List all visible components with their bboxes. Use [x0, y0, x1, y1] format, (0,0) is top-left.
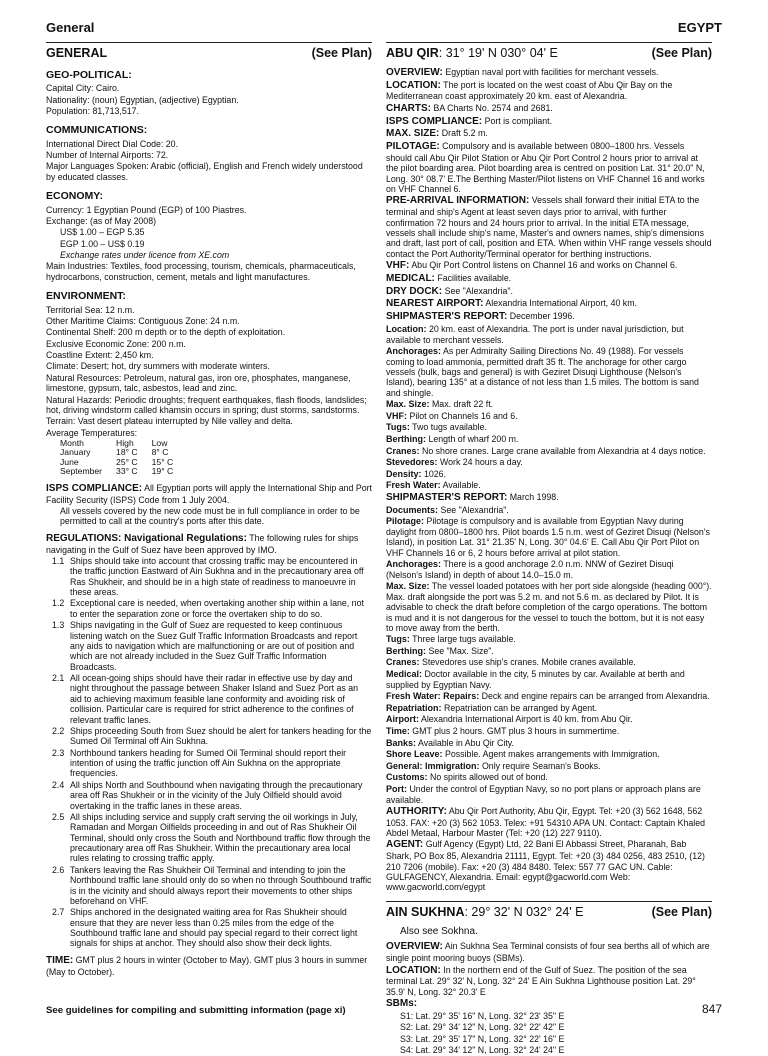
rule-number: 2.1: [52, 673, 65, 684]
entry-text: Alexandria International Airport, 40 km.: [485, 298, 637, 309]
entry-label: Anchorages:: [386, 346, 442, 357]
entry-label: Fresh Water: Repairs:: [386, 691, 480, 702]
general-see-plan[interactable]: (See Plan): [311, 46, 372, 60]
entry-label: PILOTAGE:: [386, 141, 440, 153]
entry-label: Tugs:: [386, 634, 410, 645]
left-env_lines-line: Territorial Sea: 12 n.m.: [46, 304, 135, 315]
entry-label: Documents:: [386, 504, 439, 515]
entry-label: OVERVIEW:: [386, 941, 443, 953]
entry-label: Location:: [386, 324, 427, 335]
entry: [386, 141, 712, 194]
entry-label: Max. Size:: [386, 399, 430, 410]
rule-number: 2.6: [52, 864, 65, 875]
isps-para: [46, 483, 372, 505]
entry-text: Max. draft 22 ft.: [431, 399, 494, 410]
entry-text: No spirits allowed out of bond.: [429, 772, 548, 783]
entry-label: OVERVIEW:: [386, 66, 443, 78]
entry-label: Shore Leave:: [386, 749, 443, 760]
left-env_lines-line: Natural Hazards: Periodic droughts; frequent earthquakes, flash floods, landslides; hot, driving windstorm called khamsin occurs in spring; dust storms, sandstorms.: [46, 394, 367, 415]
temperature-cell: 25° C: [116, 456, 138, 467]
entry-text: As per Admiralty Sailing Directions No. 49 (1988). For vessels coming to load ammonia, permitted draft 35 ft. The anchorage for other cargo vessels (bulk, bags and general) is with Geziret Disuqi Lighthouse (Nelson's Island), bearing 135° at a distance of not less than 1.5 miles. The bottom is sand and shingle.: [386, 346, 699, 398]
sukhna-heading: [386, 905, 584, 920]
env-heading: ENVIRONMENT:: [46, 290, 126, 303]
rule-text: Ships anchored in the designated waiting area for Ras Shukheir should ensure that they are never less than 0.25 miles from the edge of the Southbound traffic lane and should pay special regard to their correct light signals for ships at anchor. They should also show their deck lights.: [70, 907, 358, 949]
entry-label: LOCATION:: [386, 79, 441, 91]
entry: [386, 784, 712, 805]
entry: [386, 260, 712, 272]
abuqir-coords: : 31° 19' N 030° 04' E: [438, 46, 558, 60]
entry: [386, 839, 712, 892]
left-column: [46, 42, 372, 978]
temperature-cell: January: [60, 447, 91, 458]
entry: [386, 311, 712, 323]
entry-label: VHF:: [386, 260, 410, 272]
entry-label: CHARTS:: [386, 102, 431, 114]
rule-number: 2.7: [52, 907, 65, 918]
left-econ_lines-line: Exchange: (as of May 2008): [46, 215, 157, 226]
entry-label: AGENT:: [386, 839, 424, 851]
rule-number: 1.2: [52, 598, 65, 609]
entry-text: 1026.: [423, 468, 446, 479]
left-econ_lines-line: US$ 1.00 – EGP 5.35: [60, 227, 145, 238]
entry: [386, 422, 712, 433]
entry: [386, 457, 712, 468]
left-env_lines-line: Continental Shelf: 200 m depth or to the depth of exploitation.: [46, 327, 286, 338]
entry-label: Cranes:: [386, 657, 420, 668]
comm-list: [46, 139, 372, 183]
entry-label: Pilotage:: [386, 516, 425, 527]
entry-text: Only require Seaman's Books.: [481, 760, 601, 771]
entry-text: Stevedores use ship's cranes. Mobile cranes available.: [421, 657, 636, 668]
entry-text: See "Max. Size".: [428, 645, 494, 656]
entry: [386, 703, 712, 714]
rule-text: Northbound tankers heading for Sumed Oil Terminal should report their intention of using the traffic junction off Ain Sukhna on the appropriate frequencies.: [70, 747, 347, 779]
entry: [386, 298, 712, 310]
entry-label: Stevedores:: [386, 457, 438, 468]
entry: [386, 434, 712, 445]
temperature-row: [60, 467, 187, 476]
rule-item: [46, 907, 372, 949]
left-econ_lines-line: Main Industries: Textiles, food processing, tourism, chemicals, pharmaceuticals, hydrocarbons, construction, cement, metals and light manufactures.: [46, 261, 356, 282]
rule-text: Ships navigating in the Gulf of Suez are requested to keep continuous listening watch on the Suez Gulf Traffic Information Broadcasts and report any aids to navigation which are malfunctioning or are out of position and which are not already included in the Suez Gulf Traffic Information Broadcasts.: [70, 620, 358, 672]
entry-text: 20 km. east of Alexandria. The port is under naval jurisdiction, but available to merchant vessels.: [386, 324, 684, 345]
header-country: EGYPT: [677, 20, 722, 35]
entry: [386, 116, 712, 128]
geo-heading: GEO-POLITICAL:: [46, 68, 132, 81]
left-env_lines-line: Terrain: Vast desert plateau interrupted by Nile valley and delta.: [46, 416, 293, 427]
regulations-text: The following rules for ships navigating in the Gulf of Suez have been approved by IMO.: [46, 532, 359, 555]
rule-text: Exceptional care is needed, when overtaking another ship within a lane, not to enter the separation zone or force the overtaken ship to do so.: [70, 598, 364, 619]
abuqir-heading: [386, 46, 558, 61]
rule-item: [46, 780, 372, 811]
entry: [386, 691, 712, 702]
rule-item: [46, 598, 372, 619]
sukhna-coords: : 29° 32' N 032° 24' E: [464, 904, 584, 919]
rule-text: All ships North and Southbound when navigating through the precautionary area off Ras Shukheir or in the vicinity of the July Oilfield should avoid overtaking in the traffic lanes in these areas.: [70, 779, 363, 811]
entry: [386, 738, 712, 749]
entry-label: Airport:: [386, 714, 419, 725]
left-econ_lines-line: Currency: 1 Egyptian Pound (EGP) of 100 Piastres.: [46, 204, 247, 215]
entry-text: The port is located on the west coast of Abu Qir Bay on the Mediterranean coast approximately 20 km. east of Alexandria.: [386, 79, 673, 102]
entry-label: Medical:: [386, 669, 423, 680]
entry: [386, 657, 712, 668]
entry-text: Pilot on Channels 16 and 6.: [409, 410, 518, 421]
entry: [386, 286, 712, 298]
econ-heading: ECONOMY:: [46, 190, 103, 203]
entry-label: LOCATION:: [386, 964, 441, 976]
entry-text: Possible. Agent makes arrangements with Immigration.: [444, 749, 660, 760]
sukhna-see-plan[interactable]: (See Plan): [651, 904, 712, 919]
entry: [386, 324, 712, 345]
env-list: [46, 305, 372, 439]
entry-label: Customs:: [386, 772, 428, 783]
abuqir-title-bar: [386, 42, 712, 61]
running-header: [46, 20, 722, 36]
header-section: General: [46, 20, 95, 35]
rule-item: [46, 812, 372, 864]
left-comm_lines-line: Number of Internal Airports: 72.: [46, 150, 169, 160]
rules-list: [46, 556, 372, 949]
entry-label: MEDICAL:: [386, 272, 435, 284]
entry-label: VHF:: [386, 410, 407, 421]
entry-text: Doctor available in the city, 5 minutes by car. Available at berth and supplied by Egyptian Navy.: [386, 669, 685, 690]
left-geo_lines-line: Population: 81,713,517.: [46, 105, 139, 116]
rule-text: Ships proceeding South from Suez should be alert for tankers heading for the Sumed Oil Terminal off Ain Sukhna.: [70, 725, 372, 747]
entry: [386, 714, 712, 725]
rule-number: 2.4: [52, 779, 65, 790]
abuqir-title: ABU QIR: [386, 46, 439, 60]
sukhna-entries: [386, 941, 712, 1010]
entry-text: Compulsory and is available between 0800–1800 hrs. Vessels should call Abu Qir Pilot Station or Abu Qir Port Control 2 hours prior to arrival at the pilot boarding area. Pilot boarding area is centred on position Lat. 31° 20.0" N, Long. 30° 08.7' E.The Berthing Master/Pilot listens on VHF Channel 16 and works on VHF Channel 6.: [386, 141, 705, 195]
entry: [386, 726, 712, 737]
entry-text: BA Charts No. 2574 and 2681.: [433, 102, 553, 113]
entry: [386, 273, 712, 285]
entry: [386, 965, 712, 998]
entry-label: Max. Size:: [386, 581, 430, 592]
left-env_lines-line: Climate: Desert; hot, dry summers with moderate winters.: [46, 361, 270, 372]
entry-label: Density:: [386, 468, 422, 479]
temperature-cell: 8° C: [151, 447, 169, 458]
entry-text: Abu Qir Port Control listens on Channel 16 and works on Channel 6.: [411, 260, 678, 271]
entry-text: Under the control of Egyptian Navy, so no port plans or approach plans are available.: [386, 783, 701, 805]
left-geo_lines-line: Capital City: Cairo.: [46, 83, 120, 94]
entry: [386, 581, 712, 633]
entry: [386, 505, 712, 516]
temperature-cell: 19° C: [151, 466, 174, 477]
entry-text: Facilities available.: [437, 272, 512, 283]
entry-text: Ain Sukhna Sea Terminal consists of four sea berths all of which are single point mooring buoys (SBMs).: [386, 941, 710, 964]
time-para: [46, 955, 372, 977]
left-comm_lines-line: International Direct Dial Code: 20.: [46, 138, 179, 149]
entry-label: Berthing:: [386, 645, 426, 656]
entry: [386, 634, 712, 645]
entry-label: Time:: [386, 725, 410, 736]
sbm-item: S3: Lat. 29° 35' 17" N, Long. 32° 22' 16" E: [400, 1033, 565, 1044]
temperature-table: [60, 439, 187, 477]
entry: [386, 399, 712, 410]
sbm-item: S2: Lat. 29° 34' 12" N, Long. 32° 22' 42" E: [400, 1022, 565, 1033]
entry: [386, 103, 712, 115]
econ-list: [46, 205, 372, 283]
left-econ_lines-line: EGP 1.00 – US$ 0.19: [60, 238, 145, 249]
left-env_lines-line: Other Maritime Claims: Contiguous Zone: 24 n.m.: [46, 315, 240, 326]
entry-text: The vessel loaded potatoes with her port side alongside (heading 000°). Max. draft alongside the port was 5.2 m. and not 5.6 m. as declared by Pilot. It is advisable to check the draft before completion of the cargo operations. The bottom is mud and it is not dangerous for the vessel to touch the bottom, but it is not easy to move away from the berth.: [386, 581, 712, 633]
left-env_lines-line: Exclusive Economic Zone: 200 n.m.: [46, 338, 186, 349]
entry: [386, 67, 712, 79]
entry-text: December 1996.: [509, 311, 575, 322]
entry: [386, 492, 712, 504]
left-comm_lines-line: Major Languages Spoken: Arabic (official), English and French widely understood by educated classes.: [46, 161, 363, 182]
entry-text: Length of wharf 200 m.: [428, 433, 519, 444]
entry: [386, 646, 712, 657]
entry-text: Pilotage is compulsory and is available from Egyptian Navy during daylight from 0800–1800 hrs. Pilot boards 1.5 n.m. west of Geziret Disuqi (Nelson's Island), in position Lat. 31° 21.35' N, Long. 30° 04.6' E. Call Abu Qir Port Pilot on VHF Channels 16 or 6, 2 hours before arrival at pilot station.: [386, 516, 710, 558]
sukhna-title: AIN SUKHNA: [386, 904, 465, 919]
entry: [386, 469, 712, 480]
entry-text: Egyptian naval port with facilities for merchant vessels.: [445, 66, 659, 77]
entry-label: PRE-ARRIVAL INFORMATION:: [386, 195, 530, 207]
temperature-cell: 33° C: [116, 466, 138, 477]
entry-text: Abu Qir Port Authority, Abu Qir, Egypt. Tel: +20 (3) 562 1648, 562 1053. FAX: +20 (3) 562 1053. Telex: +91 54310 APA UN. Contact: Captain Khaled Abdel Metaal, Harbour Master (Tel: +20 (12) 227 9110).: [386, 805, 706, 839]
regulations-label: REGULATIONS: Navigational Regulations:: [46, 532, 247, 544]
entry-text: Vessels shall forward their initial ETA to the terminal and ship's Agent at least seven days prior to arrival, with further confirmation 72 hours and 24 hours prior to arrival. In the initial ETA message, vessels shall include ship's name, Master's and owners names, ship's dimensions and draft, last port of call, position and ETA. When within VHF range vessels should contact the Port Authority/Terminal operator for berthing instructions.: [386, 195, 712, 259]
left-econ_lines-line: Exchange rates under licence from XE.com: [60, 250, 230, 260]
entry-text: There is a good anchorage 2.0 n.m. NNW of Geziret Disuqi (Nelson's Island) in depth of about 14.0–15.0 m.: [386, 559, 674, 580]
temperature-cell: September: [60, 466, 103, 477]
sbm-item: S1: Lat. 29° 35' 16" N, Long. 32° 23' 35" E: [400, 1010, 565, 1021]
time-label: TIME:: [46, 954, 74, 966]
entry-text: Work 24 hours a day.: [439, 457, 523, 468]
entry: [386, 806, 712, 839]
rule-text: Tankers leaving the Ras Shukheir Oil Terminal and intending to join the Northbound traffic lane should only do so when no through Southbound traffic is in the vicinity and should always report their movements to other ships beforehand on VHF.: [70, 864, 372, 906]
entry: [386, 669, 712, 690]
entry-label: SBMs:: [386, 998, 418, 1010]
temperature-rows: [60, 448, 187, 476]
entry: [386, 195, 712, 259]
isps-label: ISPS COMPLIANCE:: [46, 482, 143, 494]
rule-item: [46, 620, 372, 672]
temperature-cell: June: [60, 456, 79, 467]
entry-text: Available in Abu Qir City.: [417, 737, 514, 748]
entry-label: Repatriation:: [386, 702, 442, 713]
temp-col-month: Month: [60, 438, 84, 448]
comm-heading: COMMUNICATIONS:: [46, 124, 148, 137]
isps-text: All Egyptian ports will apply the International Ship and Port Facility Security (ISPS) Code from 1 July 2004.: [46, 482, 372, 505]
rule-number: 2.5: [52, 811, 65, 822]
entry-label: ISPS COMPLIANCE:: [386, 115, 483, 127]
rule-number: 2.3: [52, 747, 65, 758]
entry-label: Anchorages:: [386, 559, 442, 570]
entry: [386, 128, 712, 140]
isps-text-2: All vessels covered by the new code must be in full compliance in order to be permitted to call at the country's ports after this date.: [60, 505, 360, 527]
entry-label: Tugs:: [386, 422, 410, 433]
temperature-cell: 15° C: [151, 456, 174, 467]
time-text: GMT plus 2 hours in winter (October to May). GMT plus 3 hours in summer (May to October).: [46, 954, 368, 977]
left-env_lines-line: Natural Resources: Petroleum, natural gas, iron ore, phosphates, manganese, limestone, gypsum, talc, asbestos, lead and zinc.: [46, 372, 351, 394]
right-column: [386, 42, 712, 1056]
entry-label: NEAREST AIRPORT:: [386, 298, 484, 310]
entry-text: Gulf Agency (Egypt) Ltd, 22 Bani El Abbassi Street, Pharanah, Bab Shark, PO Box 85, Alexandria 21111, Egypt. Tel: +20 (3) 484 0256, 483 2510, (12) 210 7206 (mobile). Fax: +20 (3) 484 8480. Telex: 557 77 GAC UN. Cable: GULFAGENCY, Alexandria. Email: egypt@gacworld.com Web: www.gacworld.com/egypt: [386, 839, 705, 893]
general-title-bar: [46, 42, 372, 61]
entry: [386, 516, 712, 558]
rule-number: 2.2: [52, 725, 65, 736]
entry-text: Two tugs available.: [412, 422, 487, 433]
rule-item: [46, 865, 372, 907]
sukhna-title-bar: [386, 901, 712, 920]
entry-label: General: Immigration:: [386, 760, 480, 771]
page-number: 847: [701, 1002, 722, 1016]
entry: [386, 411, 712, 422]
left-geo_lines-line: Nationality: (noun) Egyptian, (adjective) Egyptian.: [46, 94, 239, 105]
sbm-list: [386, 1011, 712, 1056]
rule-number: 1.3: [52, 620, 65, 631]
entry-text: Available.: [442, 480, 481, 491]
entry-text: Port is compliant.: [484, 115, 553, 126]
rule-number: 1.1: [52, 555, 65, 566]
entry-label: Fresh Water:: [386, 480, 441, 491]
rule-item: [46, 748, 372, 779]
geo-list: [46, 83, 372, 116]
entry-text: See "Alexandria".: [440, 504, 509, 515]
rule-item: [46, 556, 372, 598]
entry-text: Repatriation can be arranged by Agent.: [443, 702, 598, 713]
left-env_lines-line: Coastline Extent: 2,450 km.: [46, 350, 154, 360]
temp-col-high: High: [116, 438, 134, 448]
left-env_lines-line: Average Temperatures:: [46, 427, 138, 438]
rule-item: [46, 673, 372, 725]
entry-text: Deck and engine repairs can be arranged from Alexandria.: [481, 691, 710, 702]
entry-text: Draft 5.2 m.: [441, 128, 488, 139]
entry-label: SHIPMASTER'S REPORT:: [386, 492, 508, 504]
rule-item: [46, 726, 372, 747]
entry-label: Banks:: [386, 737, 417, 748]
entry: [386, 761, 712, 772]
entry-label: MAX. SIZE:: [386, 128, 440, 140]
entry-text: GMT plus 2 hours. GMT plus 3 hours in summertime.: [412, 725, 620, 736]
entry: [386, 346, 712, 398]
entry-label: SHIPMASTER'S REPORT:: [386, 311, 508, 323]
rule-text: All ships including service and supply craft serving the oil workings in July, Ramadan and Morgan Oilfields proceeding in and out of Ras Shukheir Oil Terminal, should only cross the South and Northbound traffic flow through the precautionary area off Ras Shukheir. Within the precautionary area local rules relating to crossing traffic apply.: [70, 811, 371, 864]
general-title: GENERAL: [46, 46, 108, 60]
sbm-item: S4: Lat. 29° 34' 12" N, Long. 32° 24' 24" E: [400, 1044, 565, 1055]
entry-text: March 1998.: [509, 492, 559, 503]
entry-text: In the northern end of the Gulf of Suez. The position of the sea terminal Lat. 29° 32' N, Long. 32° 24' E Ain Sukhna Lighthouse position Lat. 29° 35.9' N, Long. 32° 20.3' E: [386, 964, 696, 997]
entry-text: Three large tugs available.: [412, 634, 516, 645]
entry-label: Berthing:: [386, 433, 426, 444]
abuqir-entries: [386, 67, 712, 893]
entry-text: No shore cranes. Large crane available from Alexandria at 4 days notice.: [421, 445, 706, 456]
regulations-para: [46, 533, 372, 555]
entry: [386, 559, 712, 580]
rule-text: All ocean-going ships should have their radar in effective use by day and night throughout the passage between Shaker Island and Suez Port as an aid to achieving maximum feasible lane conformity and avoiding risk of collision. Particular care is required for strict adherence to the confines of relevant traffic lanes.: [70, 673, 359, 725]
entry: [386, 749, 712, 760]
temperature-cell: 18° C: [116, 447, 138, 458]
entry-text: See "Alexandria".: [444, 285, 513, 296]
entry-label: Cranes:: [386, 445, 420, 456]
abuqir-see-plan[interactable]: (See Plan): [651, 46, 712, 60]
temp-col-low: Low: [151, 438, 168, 448]
entry: [386, 772, 712, 783]
entry: [386, 480, 712, 491]
footer-guidelines: See guidelines for compiling and submitting information (page xi): [46, 1005, 346, 1016]
sukhna-also-see: Also see Sokhna.: [400, 925, 478, 937]
entry: [386, 941, 712, 963]
entry-text: Alexandria International Airport is 40 km. from Abu Qir.: [420, 714, 633, 725]
entry-label: DRY DOCK:: [386, 285, 443, 297]
entry: [386, 446, 712, 457]
entry-label: AUTHORITY:: [386, 805, 447, 817]
rule-text: Ships should take into account that crossing traffic may be encountered in the traffic junction Eastward of Ain Sukhna and in the precautionary area off Ras Shukheir, and should be in a high state of readiness to manoeuvre in these areas.: [70, 555, 364, 598]
entry-label: Port:: [386, 783, 407, 794]
entry: [386, 80, 712, 102]
